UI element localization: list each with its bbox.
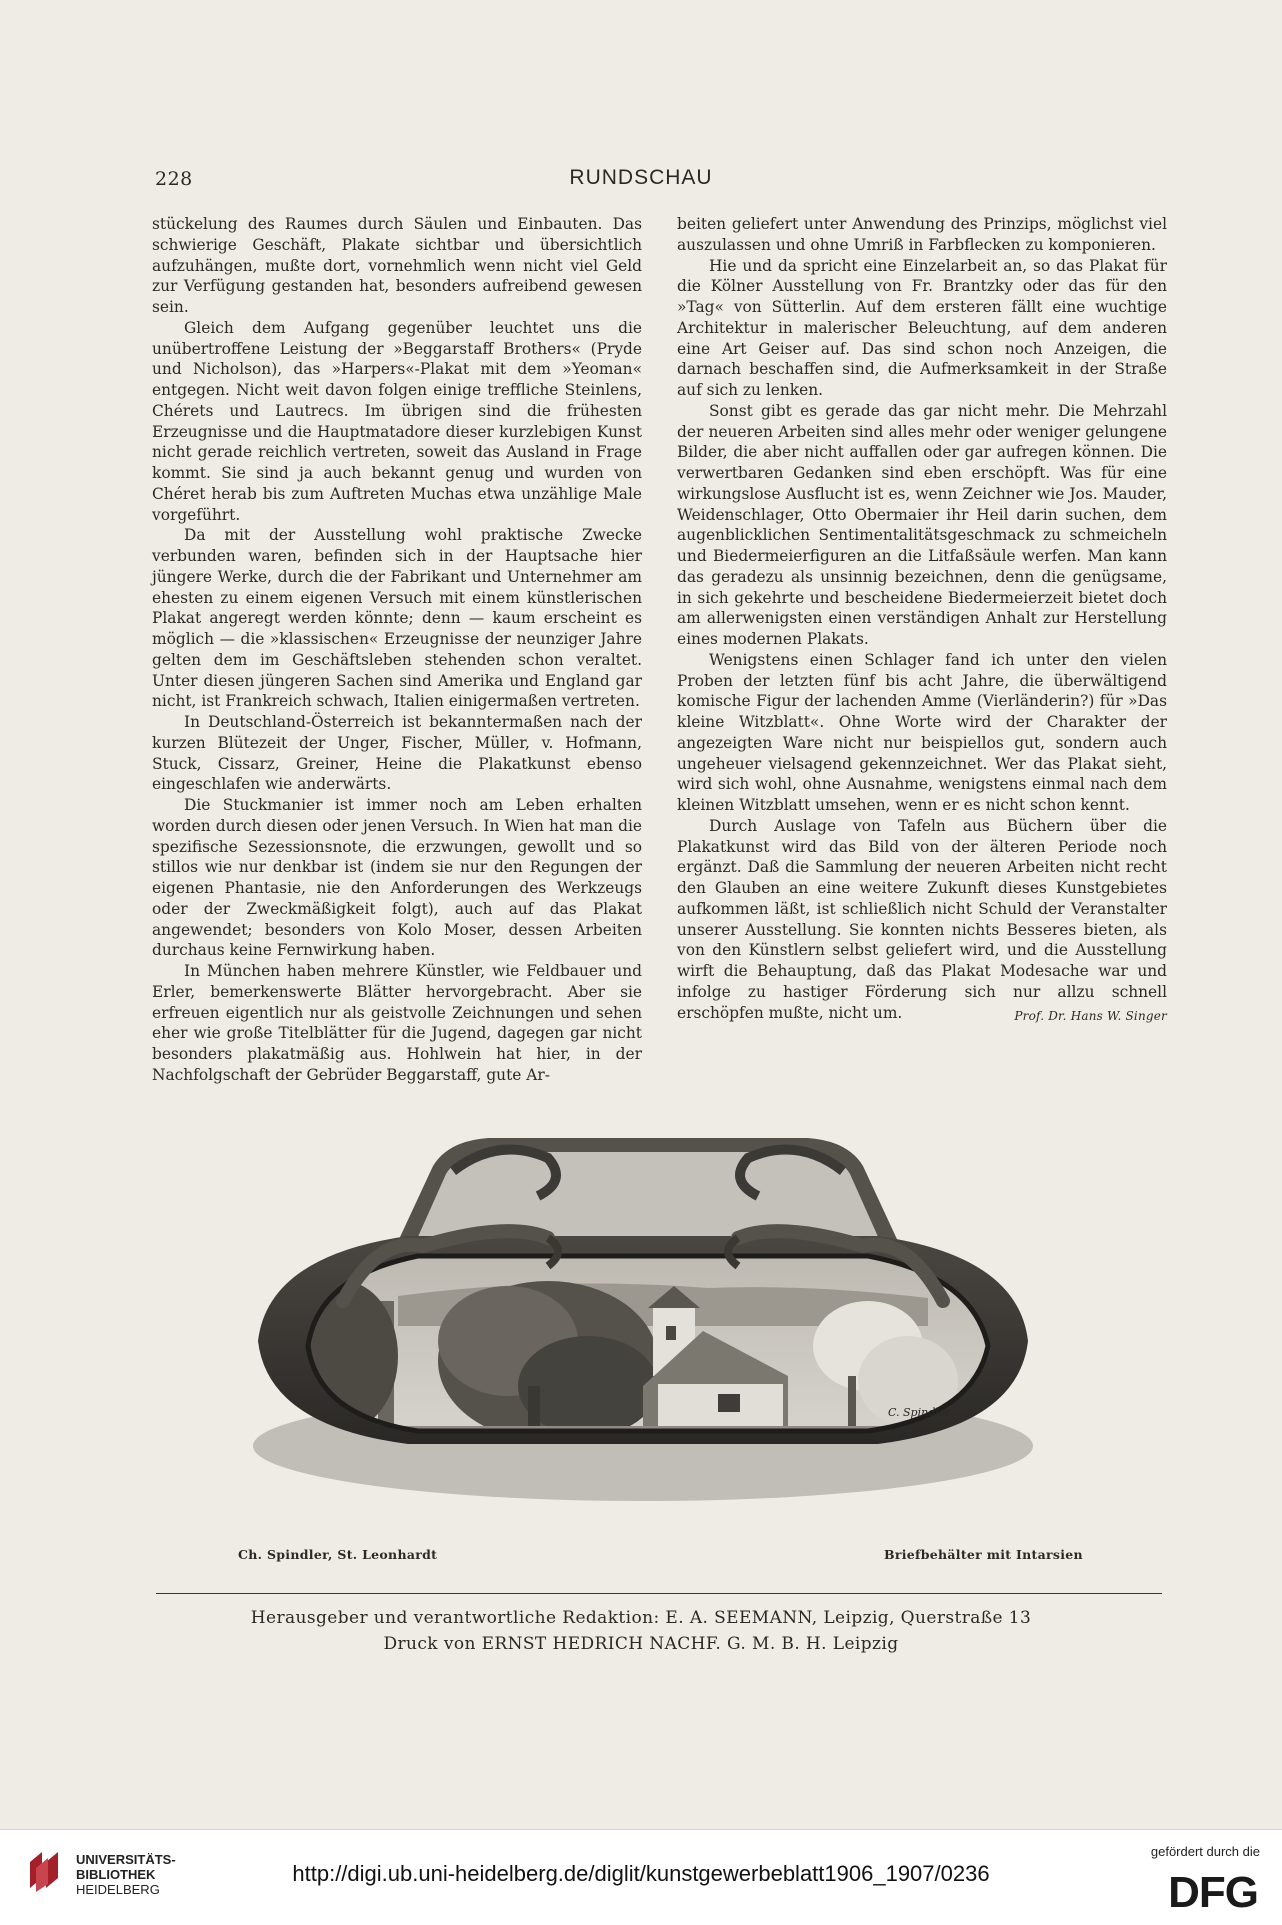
viewer-footer	[0, 1829, 1282, 1925]
caption-artist: Ch. Spindler, St. Leonhardt	[238, 1547, 438, 1562]
figure-letter-holder	[248, 1126, 1038, 1526]
letter-holder-illustration	[248, 1126, 1038, 1526]
caption-title: Briefbehälter mit Intarsien	[884, 1547, 1083, 1562]
imprint-line-2: Druck von ERNST HEDRICH NACHF. G. M. B. H. Leipzig	[383, 1634, 899, 1654]
paragraph-text: Durch Auslage von Tafeln aus Büchern über die Plakatkunst wird das Bild von der älteren Periode noch ergänzt. Daß die Sammlung der neueren Arbeiten nicht recht den Glauben an eine weitere Zukunft dieses Kunstgebietes aufkommen läßt, ist schließlich nicht Schuld der Veranstalter unserer Ausstellung. Sie konnten nichts Besseres bieten, als von den Künstlern selbst geliefert wird, und die Ausstellung wirft die Behauptung, daß das Plakat Modesache war und infolge zu hastiger Förderung sich nur allzu schnell erschöpfen mußte, nicht um.	[677, 816, 1167, 1022]
library-line-2: BIBLIOTHEK	[76, 1867, 156, 1882]
left-column	[152, 214, 642, 1086]
author-signature: Prof. Dr. Hans W. Singer	[1014, 1008, 1167, 1023]
funding-note: gefördert durch die	[1150, 1844, 1260, 1859]
imprint-line-1: Herausgeber und verantwortliche Redaktion: E. A. SEEMANN, Leipzig, Querstraße 13	[250, 1608, 1032, 1628]
dfg-logo: DFG	[1168, 1868, 1258, 1917]
library-line-1: UNIVERSITÄTS-	[76, 1852, 176, 1867]
paragraph: beiten geliefert unter Anwendung des Prinzips, möglichst viel auszulassen und ohne Umriß in Farbflecken zu komponieren.	[677, 215, 1167, 254]
paragraph	[677, 816, 1167, 1024]
paragraph: Da mit der Ausstellung wohl praktische Zwecke verbunden waren, befinden sich in der Hauptsache hier jüngere Werke, durch die der Fabrikant und Unternehmer am ehesten zu einem eigenen Versuch mit einem künstlerischen Plakat angeregt werden könnte; denn — kaum erscheint es möglich — die »klassischen« Erzeugnisse der neunziger Jahre gelten dem im Geschäftsleben stehenden schon veraltet. Unter diesen jüngeren Sachen sind Amerika und England gar nicht, ist Frankreich schwach, Italien einigermaßen vertreten.	[152, 526, 642, 711]
paragraph: stückelung des Raumes durch Säulen und Einbauten. Das schwierige Geschäft, Plakate sichtbar und übersichtlich aufzuhängen, mußte dort, vornehmlich wenn nicht viel Geld zur Verfügung gestanden hat, besonders aufreibend gewesen sein.	[152, 215, 642, 316]
paragraph: In Deutschland-Österreich ist bekanntermaßen nach der kurzen Blütezeit der Unger, Fischer, Müller, v. Hofmann, Stuck, Cissarz, Greiner, Heine die Plakatkunst ebenso eingeschlafen wie anderwärts.	[152, 713, 642, 794]
paragraph: In München haben mehrere Künstler, wie Feldbauer und Erler, bemerkenswerte Blätter hervorgebracht. Aber sie erfreuen eigentlich nur als geistvolle Zeichnungen und sehen eher wie große Titelblätter für die Jugend, dagegen gar nicht besonders plakatmäßig aus. Hohlwein hat hier, in der Nachfolgschaft der Gebrüder Beggarstaff, gute Ar-	[152, 962, 642, 1084]
running-title: RUNDSCHAU	[569, 166, 713, 189]
imprint-divider	[156, 1593, 1162, 1594]
figure-signature: C. Spindler	[888, 1406, 951, 1419]
library-line-3: HEIDELBERG	[76, 1882, 160, 1897]
paragraph: Hie und da spricht eine Einzelarbeit an, so das Plakat für die Kölner Ausstellung von Fr. Brantzky oder das für den »Tag« von Sütterlin. Auf dem ersteren fällt eine wuchtige Architektur in malerischer Beleuchtung, auf dem anderen eine Art Geiser auf. Das sind schon noch Anzeigen, die darnach beschaffen sind, die Aufmerksamkeit in der Straße auf sich zu lenken.	[677, 256, 1167, 399]
permalink-url[interactable]: http://digi.ub.uni-heidelberg.de/diglit/kunstgewerbeblatt1906_1907/0236	[292, 1861, 990, 1886]
paragraph: Die Stuckmanier ist immer noch am Leben erhalten worden durch diesen oder jenen Versuch. In Wien hat man die spezifische Sezessionsnote, die erzwungen, gewollt und so stillos wie nur denkbar ist (indem sie nur den Regungen der eigenen Phantasie, nie den Anforderungen des Werkzeugs oder der Zweckmäßigkeit folgt), auch auf das Plakat angewendet; besonders von Kolo Moser, dessen Arbeiten durchaus keine Fernwirkung haben.	[152, 796, 642, 960]
paragraph: Wenigstens einen Schlager fand ich unter den vielen Proben der letzten fünf bis acht Jahre, die überwältigend komische Figur der lachenden Amme (Vierländerin?) für »Das kleine Witzblatt«. Ohne Worte wird der Charakter der angezeigten Ware nicht nur beispiellos gut, sondern auch ungeheuer vielsagend gekennzeichnet. Wer das Plakat sieht, wird sich wohl, ohne Ausnahme, wenigstens einmal nach dem kleinen Witzblatt umsehen, wenn er es nicht schon kennt.	[677, 650, 1167, 814]
page-number: 228	[155, 168, 193, 190]
right-column	[677, 214, 1167, 1026]
paragraph: Gleich dem Aufgang gegenüber leuchtet uns die unübertroffene Leistung der »Beggarstaff Brothers« (Pryde und Nicholson), das »Harpers«-Plakat mit dem »Yeoman« entgegen. Nicht weit davon folgen einige treffliche Steinlens, Chérets und Lautrecs. Im übrigen sind die frühesten Erzeugnisse und die Hauptmatadore dieser kurzlebigen Kunst nicht gerade reichlich vertreten, soweit das Ausland in Frage kommt. Sie sind ja auch bekannt genug und wurden von Chéret herab bis zum Auftreten Muchas etwa unzählige Male vorgeführt.	[152, 318, 642, 524]
paragraph: Sonst gibt es gerade das gar nicht mehr. Die Mehrzahl der neueren Arbeiten sind alles mehr oder weniger gelungene Bilder, die aber nicht auffallen oder gar aufregen können. Die verwertbaren Gedanken sind eben erschöpft. Was für eine wirkungslose Ausflucht ist es, wenn Zeichner wie Jos. Mauder, Weidenschlager, Otto Obermaier ihr Heil darin suchen, dem augenblicklichen Sentimentalitätsgeschmack zu schmeicheln und Biedermeierfiguren an die Litfaßsäule werfen. Man kann das geradezu als unsinnig bezeichnen, denn die genügsame, in sich gekehrte und bescheidene Biedermeierzeit bietet doch am allerwenigsten einen verständigen Anhalt zur Herstellung eines modernen Plakats.	[677, 401, 1167, 648]
